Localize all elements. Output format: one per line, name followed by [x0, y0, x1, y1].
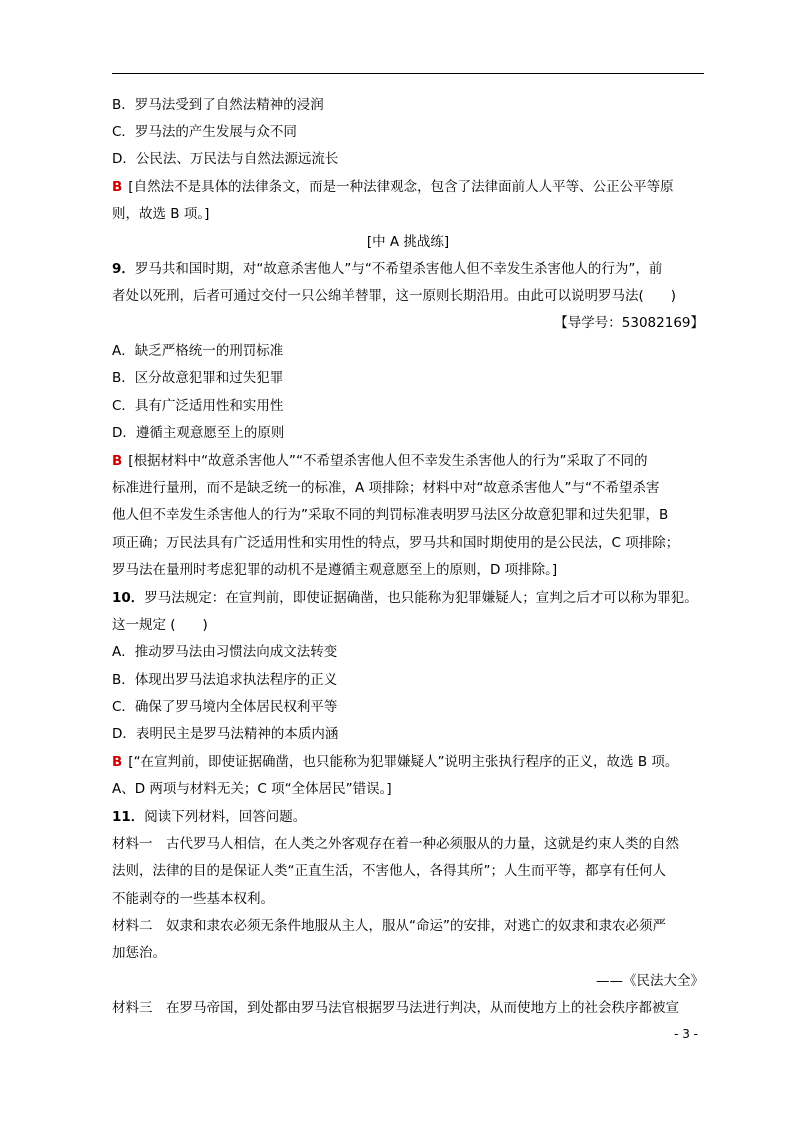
question-number: 11． [112, 809, 145, 825]
material-3-line1: 材料三 在罗马帝国，到处都由罗马法官根据罗马法进行判决，从而使地方上的社会秩序都被宣 [112, 1000, 679, 1016]
answer-10-line2: A、D 两项与材料无关；C 项“全体居民”错误。] [112, 781, 392, 797]
question-10-line2: 这一规定 ( ) [112, 617, 208, 633]
material-1-line3: 不能剥夺的一些基本权利。 [112, 891, 274, 907]
answer-10-line1: B [“在宣判前，即使证据确凿，也只能称为犯罪嫌疑人”说明主张执行程序的正义，故选 B 项。 [112, 754, 679, 770]
option-c-q8: C．罗马法的产生发展与众不同 [112, 124, 297, 140]
guide-number: 【导学号：53082169】 [554, 315, 704, 331]
option-a-q9: A．缺乏严格统一的刑罚标准 [112, 343, 284, 359]
answer-letter: B [112, 754, 123, 770]
option-b-q8: B．罗马法受到了自然法精神的浸润 [112, 97, 324, 113]
material-2-line1: 材料二 奴隶和隶农必须无条件地服从主人，服从“命运”的安排，对逃亡的奴隶和隶农必须严 [112, 918, 666, 934]
option-d-q8: D．公民法、万民法与自然法源远流长 [112, 151, 339, 167]
material-source: ——《民法大全》 [596, 973, 704, 989]
question-10-line1: 10．罗马法规定：在宣判前，即使证据确凿，也只能称为犯罪嫌疑人；宣判之后才可以称为罪犯。 [112, 590, 698, 606]
question-number: 10． [112, 590, 145, 606]
answer-8-line1: B [自然法不是具体的法律条文，而是一种法律观念，包含了法律面前人人平等、公正公平等原 [112, 179, 674, 195]
material-2-line2: 加惩治。 [112, 945, 166, 961]
option-b-q10: B．体现出罗马法追求执法程序的正义 [112, 672, 338, 688]
option-d-q9: D．遵循主观意愿至上的原则 [112, 425, 285, 441]
option-c-q9: C．具有广泛适用性和实用性 [112, 398, 284, 414]
answer-9-line5: 罗马法在量刑时考虑犯罪的动机不是遵循主观意愿至上的原则，D 项排除。] [112, 562, 558, 578]
answer-letter: B [112, 453, 123, 469]
header-rule [112, 73, 704, 74]
option-a-q10: A．推动罗马法由习惯法向成文法转变 [112, 644, 338, 660]
question-9-line2: 者处以死刑，后者可通过交付一只公绵羊替罪，这一原则长期沿用。由此可以说明罗马法( ) [112, 288, 677, 304]
answer-9-line3: 他人但不幸发生杀害他人的行为”采取不同的判罚标准表明罗马法区分故意犯罪和过失犯罪，B [112, 507, 669, 523]
answer-9-line4: 项正确；万民法具有广泛适用性和实用性的特点，罗马共和国时期使用的是公民法，C 项排除； [112, 535, 680, 551]
question-9-line1: 9．罗马共和国时期，对“故意杀害他人”与“不希望杀害他人但不幸发生杀害他人的行为”，前 [112, 261, 663, 277]
answer-letter: B [112, 179, 123, 195]
answer-9-line2: 标准进行量刑，而不是缺乏统一的标准，A 项排除；材料中对“故意杀害他人”与“不希望杀害 [112, 480, 660, 496]
material-1-line2: 法则，法律的目的是保证人类“正直生活，不害他人，各得其所”；人生而平等，都享有任何人 [112, 863, 666, 879]
option-b-q9: B．区分故意犯罪和过失犯罪 [112, 370, 284, 386]
option-d-q10: D．表明民主是罗马法精神的本质内涵 [112, 726, 339, 742]
page-number: - 3 - [674, 1027, 698, 1041]
answer-9-line1: B [根据材料中“故意杀害他人”“不希望杀害他人但不幸发生杀害他人的行为”采取了不同的 [112, 453, 648, 469]
question-11-line1: 11．阅读下列材料，回答问题。 [112, 809, 307, 825]
material-1-line1: 材料一 古代罗马人相信，在人类之外客观存在着一种必须服从的力量，这就是约束人类的自然 [112, 836, 679, 852]
question-number: 9． [112, 261, 135, 277]
option-c-q10: C．确保了罗马境内全体居民权利平等 [112, 699, 338, 715]
answer-8-line2: 则，故选 B 项。] [112, 206, 210, 222]
section-title: [中 A 挑战练] [366, 234, 450, 250]
